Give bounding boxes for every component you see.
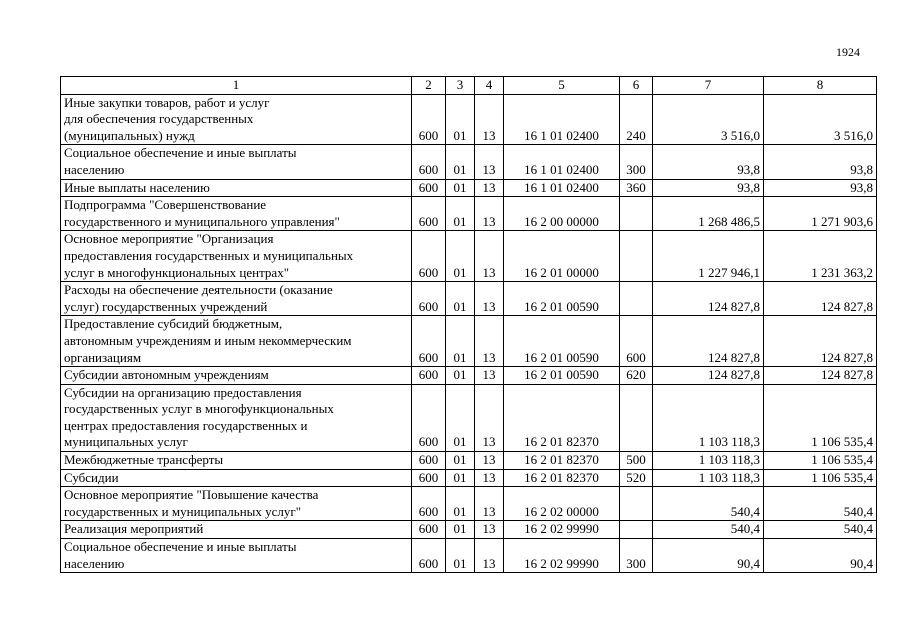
cell-type	[620, 197, 653, 231]
cell-name: Предоставление субсидий бюджетным, автономным учреждениям и иным некоммерческим организациям	[61, 316, 412, 367]
cell-section: 01	[446, 231, 475, 282]
cell-ved: 600	[412, 316, 446, 367]
table-row	[61, 145, 877, 179]
cell-subsection: 13	[475, 197, 504, 231]
budget-table	[60, 76, 877, 573]
cell-type: 520	[620, 469, 653, 487]
cell-ved: 600	[412, 487, 446, 521]
cell-name: Основное мероприятие "Организация предоставления государственных и муниципальных услуг в многофункциональных центрах"	[61, 231, 412, 282]
cell-target: 16 1 01 02400	[504, 145, 620, 179]
table-row	[61, 384, 877, 451]
cell-amount-2: 1 106 535,4	[764, 452, 877, 470]
cell-target: 16 2 02 99990	[504, 521, 620, 539]
col-header-5: 5	[504, 77, 620, 95]
cell-type: 620	[620, 367, 653, 385]
col-header-6: 6	[620, 77, 653, 95]
cell-target: 16 2 01 82370	[504, 452, 620, 470]
col-header-8: 8	[764, 77, 877, 95]
table-row	[61, 179, 877, 197]
cell-ved: 600	[412, 145, 446, 179]
cell-subsection: 13	[475, 94, 504, 145]
cell-section: 01	[446, 94, 475, 145]
cell-amount-1: 124 827,8	[653, 282, 764, 316]
cell-section: 01	[446, 384, 475, 451]
cell-ved: 600	[412, 539, 446, 573]
cell-amount-1: 1 103 118,3	[653, 384, 764, 451]
cell-section: 01	[446, 145, 475, 179]
cell-target: 16 2 01 00590	[504, 367, 620, 385]
table-row	[61, 316, 877, 367]
cell-target: 16 2 01 00000	[504, 231, 620, 282]
cell-subsection: 13	[475, 145, 504, 179]
cell-amount-2: 540,4	[764, 487, 877, 521]
cell-subsection: 13	[475, 539, 504, 573]
cell-ved: 600	[412, 469, 446, 487]
cell-target: 16 2 01 00590	[504, 282, 620, 316]
cell-amount-1: 540,4	[653, 521, 764, 539]
cell-amount-2: 1 106 535,4	[764, 384, 877, 451]
col-header-4: 4	[475, 77, 504, 95]
cell-subsection: 13	[475, 179, 504, 197]
page-number: 1924	[836, 45, 860, 59]
cell-type: 360	[620, 179, 653, 197]
cell-ved: 600	[412, 197, 446, 231]
cell-subsection: 13	[475, 316, 504, 367]
cell-ved: 600	[412, 367, 446, 385]
cell-target: 16 2 02 99990	[504, 539, 620, 573]
cell-amount-1: 93,8	[653, 179, 764, 197]
cell-type: 600	[620, 316, 653, 367]
cell-ved: 600	[412, 384, 446, 451]
cell-name: Основное мероприятие "Повышение качества государственных и муниципальных услуг"	[61, 487, 412, 521]
cell-amount-1: 1 268 486,5	[653, 197, 764, 231]
table-row	[61, 521, 877, 539]
table-row	[61, 452, 877, 470]
cell-subsection: 13	[475, 231, 504, 282]
col-header-7: 7	[653, 77, 764, 95]
cell-amount-2: 93,8	[764, 179, 877, 197]
cell-type: 240	[620, 94, 653, 145]
cell-subsection: 13	[475, 367, 504, 385]
cell-name: Субсидии на организацию предоставления государственных услуг в многофункциональных центрах предоставления государственных и муниципальных услуг	[61, 384, 412, 451]
cell-type: 300	[620, 539, 653, 573]
cell-amount-1: 124 827,8	[653, 367, 764, 385]
cell-subsection: 13	[475, 521, 504, 539]
cell-section: 01	[446, 197, 475, 231]
table-body	[61, 94, 877, 573]
cell-target: 16 2 00 00000	[504, 197, 620, 231]
cell-section: 01	[446, 469, 475, 487]
cell-amount-1: 1 227 946,1	[653, 231, 764, 282]
cell-amount-1: 540,4	[653, 487, 764, 521]
cell-amount-2: 90,4	[764, 539, 877, 573]
table-row	[61, 231, 877, 282]
cell-amount-1: 3 516,0	[653, 94, 764, 145]
cell-amount-2: 124 827,8	[764, 367, 877, 385]
cell-section: 01	[446, 539, 475, 573]
cell-section: 01	[446, 179, 475, 197]
cell-target: 16 2 02 00000	[504, 487, 620, 521]
cell-ved: 600	[412, 94, 446, 145]
cell-name: Межбюджетные трансферты	[61, 452, 412, 470]
cell-subsection: 13	[475, 384, 504, 451]
cell-subsection: 13	[475, 452, 504, 470]
cell-amount-1: 1 103 118,3	[653, 452, 764, 470]
cell-amount-2: 124 827,8	[764, 316, 877, 367]
cell-name: Подпрограмма "Совершенствование государственного и муниципального управления"	[61, 197, 412, 231]
cell-target: 16 2 01 82370	[504, 384, 620, 451]
cell-type	[620, 282, 653, 316]
table-row	[61, 94, 877, 145]
cell-section: 01	[446, 282, 475, 316]
col-header-1: 1	[61, 77, 412, 95]
cell-section: 01	[446, 487, 475, 521]
table-row	[61, 367, 877, 385]
col-header-2: 2	[412, 77, 446, 95]
cell-type	[620, 487, 653, 521]
cell-name: Социальное обеспечение и иные выплаты населению	[61, 145, 412, 179]
cell-section: 01	[446, 316, 475, 367]
cell-name: Иные выплаты населению	[61, 179, 412, 197]
cell-section: 01	[446, 452, 475, 470]
cell-name: Социальное обеспечение и иные выплаты населению	[61, 539, 412, 573]
cell-target: 16 1 01 02400	[504, 94, 620, 145]
cell-amount-2: 540,4	[764, 521, 877, 539]
table-row	[61, 539, 877, 573]
cell-name: Расходы на обеспечение деятельности (оказание услуг) государственных учреждений	[61, 282, 412, 316]
cell-type: 500	[620, 452, 653, 470]
cell-ved: 600	[412, 282, 446, 316]
cell-ved: 600	[412, 521, 446, 539]
table-row	[61, 487, 877, 521]
col-header-3: 3	[446, 77, 475, 95]
cell-amount-2: 1 231 363,2	[764, 231, 877, 282]
cell-section: 01	[446, 367, 475, 385]
table-row	[61, 282, 877, 316]
cell-subsection: 13	[475, 469, 504, 487]
cell-amount-1: 93,8	[653, 145, 764, 179]
cell-name: Реализация мероприятий	[61, 521, 412, 539]
cell-amount-1: 1 103 118,3	[653, 469, 764, 487]
cell-target: 16 1 01 02400	[504, 179, 620, 197]
cell-ved: 600	[412, 231, 446, 282]
cell-amount-1: 90,4	[653, 539, 764, 573]
cell-ved: 600	[412, 179, 446, 197]
cell-type: 300	[620, 145, 653, 179]
cell-type	[620, 231, 653, 282]
cell-amount-2: 1 106 535,4	[764, 469, 877, 487]
header-row	[61, 77, 877, 95]
cell-type	[620, 521, 653, 539]
cell-amount-2: 124 827,8	[764, 282, 877, 316]
cell-amount-2: 1 271 903,6	[764, 197, 877, 231]
cell-name: Субсидии автономным учреждениям	[61, 367, 412, 385]
cell-subsection: 13	[475, 487, 504, 521]
cell-amount-2: 93,8	[764, 145, 877, 179]
cell-amount-1: 124 827,8	[653, 316, 764, 367]
cell-target: 16 2 01 00590	[504, 316, 620, 367]
cell-name: Субсидии	[61, 469, 412, 487]
cell-type	[620, 384, 653, 451]
cell-amount-2: 3 516,0	[764, 94, 877, 145]
cell-ved: 600	[412, 452, 446, 470]
cell-subsection: 13	[475, 282, 504, 316]
cell-name: Иные закупки товаров, работ и услуг для обеспечения государственных (муниципальных) нужд	[61, 94, 412, 145]
table-row	[61, 469, 877, 487]
cell-target: 16 2 01 82370	[504, 469, 620, 487]
table-row	[61, 197, 877, 231]
cell-section: 01	[446, 521, 475, 539]
